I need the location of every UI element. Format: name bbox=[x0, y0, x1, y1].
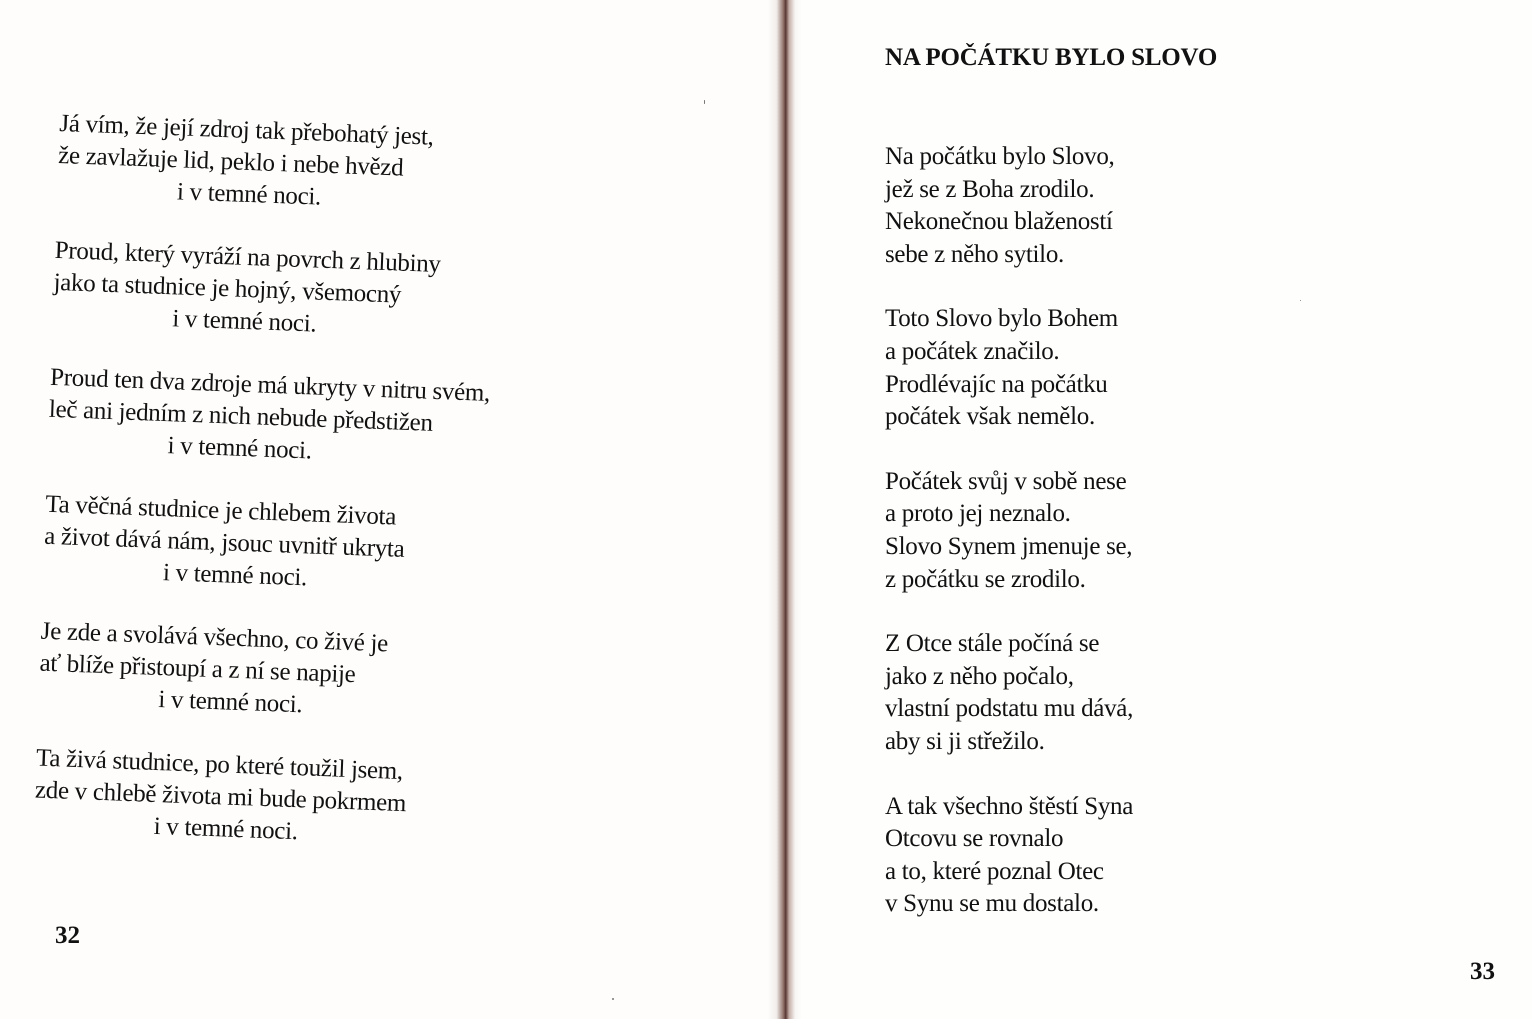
right-poem bbox=[885, 141, 1285, 953]
poem-line: A tak všechno štěstí Syna bbox=[885, 792, 1134, 820]
poem-refrain: i v temné noci. bbox=[176, 178, 322, 211]
poem-line: Ta věčná studnice je chlebem života bbox=[44, 490, 397, 531]
stanza bbox=[885, 628, 1285, 758]
poem-line: Nekonečnou blažeností bbox=[885, 208, 1113, 236]
poem-line: vlastní podstatu mu dává, bbox=[885, 695, 1134, 723]
poem-line: a to, které poznal Otec bbox=[885, 857, 1104, 885]
poem-line: Na počátku bylo Slovo, bbox=[885, 143, 1115, 170]
stanza bbox=[885, 141, 1285, 271]
poem-line: Prodlévajíc na počátku bbox=[885, 370, 1108, 398]
poem-title: NA POČÁTKU BYLO SLOVO bbox=[885, 44, 1218, 71]
stanza bbox=[33, 743, 596, 859]
left-poem bbox=[32, 108, 620, 890]
poem-line: že zavlažuje lid, peklo i nebe hvězd bbox=[57, 141, 404, 182]
poem-line: v Synu se mu dostalo. bbox=[885, 890, 1099, 918]
poem-line: jako z něho počalo, bbox=[885, 662, 1074, 690]
page-number-right: 33 bbox=[1470, 958, 1495, 985]
poem-line: a počátek značilo. bbox=[885, 337, 1060, 365]
poem-line: a život dává nám, jsouc uvnitř ukryta bbox=[43, 522, 405, 563]
stanza bbox=[885, 466, 1285, 596]
poem-line: jako ta studnice je hojný, všemocný bbox=[53, 268, 402, 309]
stanza bbox=[885, 303, 1285, 433]
book-gutter bbox=[768, 0, 802, 1019]
poem-line: ať blíže přistoupí a z ní se napije bbox=[39, 649, 356, 689]
poem-line: Já vím, že její zdroj tak přebohatý jest, bbox=[58, 109, 435, 151]
poem-refrain: i v temné noci. bbox=[157, 686, 303, 719]
poem-refrain: i v temné noci. bbox=[153, 812, 299, 846]
poem-line: Proud ten dva zdroje má ukryty v nitru svém, bbox=[49, 363, 491, 407]
poem-line: sebe z něho sytilo. bbox=[885, 240, 1064, 268]
poem-line: Ta živá studnice, po které toužil jsem, bbox=[35, 744, 404, 786]
poem-line: Otcovu se rovnalo bbox=[885, 825, 1064, 853]
poem-line: Počátek svůj v sobě nese bbox=[885, 467, 1127, 495]
poem-line: Z Otce stále počíná se bbox=[885, 630, 1100, 658]
poem-refrain: i v temné noci. bbox=[162, 559, 308, 592]
scan-speck bbox=[1300, 300, 1301, 301]
scan-speck bbox=[612, 998, 614, 1000]
poem-line: Je zde a svolává všechno, co živé je bbox=[40, 617, 389, 658]
poem-line: Proud, který vyráží na povrch z hlubiny bbox=[54, 236, 442, 279]
poem-line: leč ani jedním z nich nebude předstižen bbox=[48, 395, 434, 437]
page-number-left: 32 bbox=[55, 922, 80, 949]
poem-refrain: i v temné noci. bbox=[171, 305, 317, 338]
poem-line: Toto Slovo bylo Bohem bbox=[885, 305, 1118, 333]
scan-speck bbox=[704, 100, 705, 104]
poem-line: počátek však nemělo. bbox=[885, 403, 1095, 431]
poem-line: a proto jej neznalo. bbox=[885, 500, 1071, 528]
poem-line: jež se z Boha zrodilo. bbox=[885, 175, 1095, 203]
poem-line: aby si ji střežilo. bbox=[885, 727, 1045, 755]
stanza bbox=[38, 616, 601, 732]
poem-refrain: i v temné noci. bbox=[167, 432, 313, 465]
poem-line: zde v chlebě života mi bude pokrmem bbox=[34, 776, 407, 818]
stanza bbox=[43, 489, 606, 605]
poem-line: Slovo Synem jmenuje se, bbox=[885, 532, 1133, 560]
stanza bbox=[56, 108, 619, 224]
stanza bbox=[47, 362, 610, 478]
stanza bbox=[885, 791, 1285, 921]
poem-line: z počátku se zrodilo. bbox=[885, 565, 1086, 593]
stanza bbox=[52, 235, 615, 351]
